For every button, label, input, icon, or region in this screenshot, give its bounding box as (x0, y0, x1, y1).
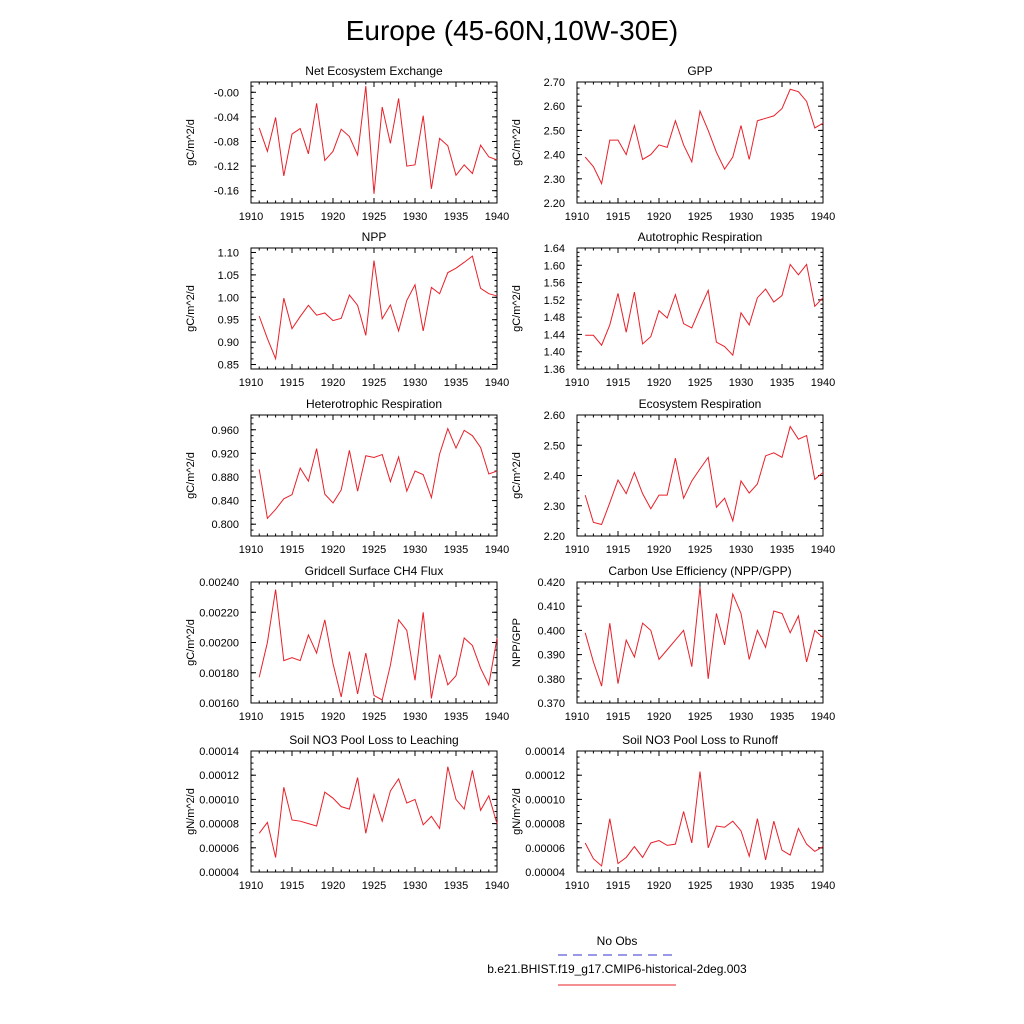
y-axis-label: gC/m^2/d (185, 452, 197, 499)
y-tick-label: 0.00006 (199, 842, 239, 855)
x-tick-label: 1920 (320, 711, 346, 723)
x-tick-label: 1925 (361, 711, 387, 723)
x-tick-label: 1935 (769, 544, 795, 556)
legend-label-model: b.e21.BHIST.f19_g17.CMIP6-historical-2deg.003 (487, 962, 747, 976)
x-tick-label: 1920 (646, 880, 672, 892)
y-tick-label: 0.390 (537, 649, 565, 662)
x-tick-label: 1930 (728, 880, 754, 892)
y-tick-label: 0.00240 (199, 577, 239, 589)
x-tick-label: 1930 (728, 544, 754, 556)
y-axis-label: gC/m^2/d (511, 285, 523, 332)
x-tick-label: 1940 (810, 880, 836, 892)
y-tick-label: 0.00010 (199, 794, 239, 807)
y-tick-label: 2.50 (543, 125, 565, 138)
y-tick-label: 2.50 (543, 440, 565, 453)
x-tick-label: 1925 (687, 711, 713, 723)
x-tick-label: 1935 (443, 377, 469, 389)
x-tick-label: 1920 (320, 880, 346, 892)
y-tick-label: 1.48 (543, 312, 565, 325)
y-tick-label: -0.12 (213, 161, 239, 174)
x-tick-label: 1910 (238, 880, 264, 892)
x-tick-label: 1915 (279, 544, 305, 556)
x-tick-label: 1910 (564, 544, 590, 556)
y-tick-label: 0.00180 (199, 667, 239, 680)
x-tick-label: 1920 (646, 211, 672, 223)
y-axis-label: gC/m^2/d (185, 285, 197, 332)
x-tick-label: 1915 (605, 711, 631, 723)
y-tick-label: 0.380 (537, 673, 565, 686)
x-tick-label: 1925 (361, 880, 387, 892)
chart-title: Soil NO3 Pool Loss to Leaching (289, 733, 459, 747)
chart-title: NPP (361, 230, 387, 244)
y-axis-label: NPP/GPP (511, 618, 523, 667)
legend-label-no-obs: No Obs (596, 934, 638, 948)
y-axis-label: gN/m^2/d (185, 788, 197, 835)
x-tick-label: 1925 (687, 544, 713, 556)
x-tick-label: 1920 (320, 211, 346, 223)
x-tick-label: 1925 (361, 211, 387, 223)
y-tick-label: 0.00004 (199, 867, 239, 879)
y-tick-label: -0.16 (213, 185, 239, 198)
x-tick-label: 1920 (646, 544, 672, 556)
x-tick-label: 1910 (238, 544, 264, 556)
y-tick-label: 0.00220 (199, 607, 239, 620)
y-tick-label: 0.00014 (525, 746, 565, 758)
x-tick-label: 1930 (728, 711, 754, 723)
y-tick-label: 0.00004 (525, 867, 565, 879)
chart-title: Net Ecosystem Exchange (305, 64, 443, 78)
y-tick-label: 0.00160 (199, 698, 239, 710)
y-tick-label: 0.00006 (525, 842, 565, 855)
x-tick-label: 1935 (769, 880, 795, 892)
x-tick-label: 1915 (279, 211, 305, 223)
y-tick-label: 2.60 (543, 410, 565, 422)
y-tick-label: 2.40 (543, 470, 565, 483)
y-tick-label: 1.44 (543, 329, 565, 342)
y-tick-label: 0.00200 (199, 637, 239, 650)
y-tick-label: 0.85 (217, 359, 239, 372)
y-tick-label: 0.00008 (199, 818, 239, 831)
chart-title: Ecosystem Respiration (638, 397, 762, 411)
y-tick-label: 0.840 (211, 495, 239, 508)
x-tick-label: 1940 (484, 544, 510, 556)
y-tick-label: 0.00012 (525, 770, 565, 783)
x-tick-label: 1940 (810, 211, 836, 223)
x-tick-label: 1915 (279, 377, 305, 389)
y-tick-label: 2.20 (543, 531, 565, 543)
x-tick-label: 1910 (564, 711, 590, 723)
x-tick-label: 1920 (646, 711, 672, 723)
y-tick-label: -0.04 (213, 111, 239, 124)
y-tick-label: 2.40 (543, 149, 565, 162)
y-tick-label: 0.420 (537, 577, 565, 589)
y-tick-label: 0.00008 (525, 818, 565, 831)
x-tick-label: 1915 (605, 544, 631, 556)
chart-title: Autotrophic Respiration (637, 230, 763, 244)
x-tick-label: 1910 (238, 377, 264, 389)
y-axis-label: gC/m^2/d (185, 119, 197, 166)
y-tick-label: 0.880 (211, 471, 239, 484)
x-tick-label: 1940 (484, 711, 510, 723)
y-tick-label: 0.95 (217, 314, 239, 327)
x-tick-label: 1940 (484, 880, 510, 892)
x-tick-label: 1925 (687, 880, 713, 892)
x-tick-label: 1940 (484, 211, 510, 223)
x-tick-label: 1920 (646, 377, 672, 389)
x-tick-label: 1935 (769, 711, 795, 723)
y-tick-label: 0.90 (217, 337, 239, 350)
y-tick-label: 1.00 (217, 292, 239, 305)
y-tick-label: 2.60 (543, 101, 565, 114)
y-tick-label: 1.60 (543, 260, 565, 273)
y-tick-label: 2.20 (543, 198, 565, 210)
x-tick-label: 1920 (320, 377, 346, 389)
y-tick-label: 1.05 (217, 269, 239, 282)
x-tick-label: 1915 (279, 711, 305, 723)
chart-title: Heterotrophic Respiration (305, 397, 443, 411)
y-tick-label: -0.08 (213, 136, 239, 149)
x-tick-label: 1935 (443, 880, 469, 892)
chart-title: Carbon Use Efficiency (NPP/GPP) (608, 564, 792, 578)
x-tick-label: 1940 (810, 711, 836, 723)
x-tick-label: 1930 (728, 211, 754, 223)
x-tick-label: 1940 (484, 377, 510, 389)
x-tick-label: 1940 (810, 377, 836, 389)
x-tick-label: 1930 (402, 377, 428, 389)
figure-title: Europe (45-60N,10W-30E) (345, 15, 679, 46)
y-tick-label: 1.64 (543, 243, 565, 255)
x-tick-label: 1925 (687, 377, 713, 389)
y-tick-label: 0.370 (537, 698, 565, 710)
x-tick-label: 1915 (605, 211, 631, 223)
y-axis-label: gC/m^2/d (185, 619, 197, 666)
y-tick-label: 1.56 (543, 277, 565, 290)
x-tick-label: 1910 (564, 880, 590, 892)
x-tick-label: 1910 (238, 211, 264, 223)
y-tick-label: -0.00 (213, 87, 239, 100)
y-tick-label: 0.00012 (199, 770, 239, 783)
x-tick-label: 1915 (279, 880, 305, 892)
y-tick-label: 1.36 (543, 364, 565, 376)
y-tick-label: 1.52 (543, 294, 565, 307)
chart-title: Soil NO3 Pool Loss to Runoff (622, 733, 778, 747)
x-tick-label: 1920 (320, 544, 346, 556)
x-tick-label: 1925 (361, 377, 387, 389)
y-tick-label: 1.40 (543, 346, 565, 359)
y-tick-label: 2.30 (543, 173, 565, 186)
x-tick-label: 1930 (402, 211, 428, 223)
y-tick-label: 0.400 (537, 625, 565, 638)
y-tick-label: 2.30 (543, 500, 565, 513)
x-tick-label: 1930 (402, 544, 428, 556)
y-tick-label: 0.920 (211, 448, 239, 461)
x-tick-label: 1915 (605, 377, 631, 389)
y-tick-label: 0.800 (211, 519, 239, 532)
y-axis-label: gN/m^2/d (511, 788, 523, 835)
y-axis-label: gC/m^2/d (511, 452, 523, 499)
x-tick-label: 1935 (443, 711, 469, 723)
x-tick-label: 1910 (564, 377, 590, 389)
x-tick-label: 1930 (402, 711, 428, 723)
chart-title: Gridcell Surface CH4 Flux (304, 564, 444, 578)
x-tick-label: 1935 (443, 211, 469, 223)
x-tick-label: 1915 (605, 880, 631, 892)
x-tick-label: 1925 (361, 544, 387, 556)
x-tick-label: 1930 (402, 880, 428, 892)
y-tick-label: 2.70 (543, 77, 565, 89)
x-tick-label: 1910 (238, 711, 264, 723)
x-tick-label: 1910 (564, 211, 590, 223)
x-tick-label: 1925 (687, 211, 713, 223)
y-axis-label: gC/m^2/d (511, 119, 523, 166)
y-tick-label: 0.00010 (525, 794, 565, 807)
y-tick-label: 0.00014 (199, 746, 239, 758)
x-tick-label: 1935 (769, 377, 795, 389)
y-tick-label: 0.960 (211, 424, 239, 437)
y-tick-label: 0.410 (537, 601, 565, 614)
x-tick-label: 1935 (769, 211, 795, 223)
chart-title: GPP (687, 64, 713, 78)
y-tick-label: 1.10 (217, 247, 239, 260)
x-tick-label: 1940 (810, 544, 836, 556)
x-tick-label: 1935 (443, 544, 469, 556)
x-tick-label: 1930 (728, 377, 754, 389)
